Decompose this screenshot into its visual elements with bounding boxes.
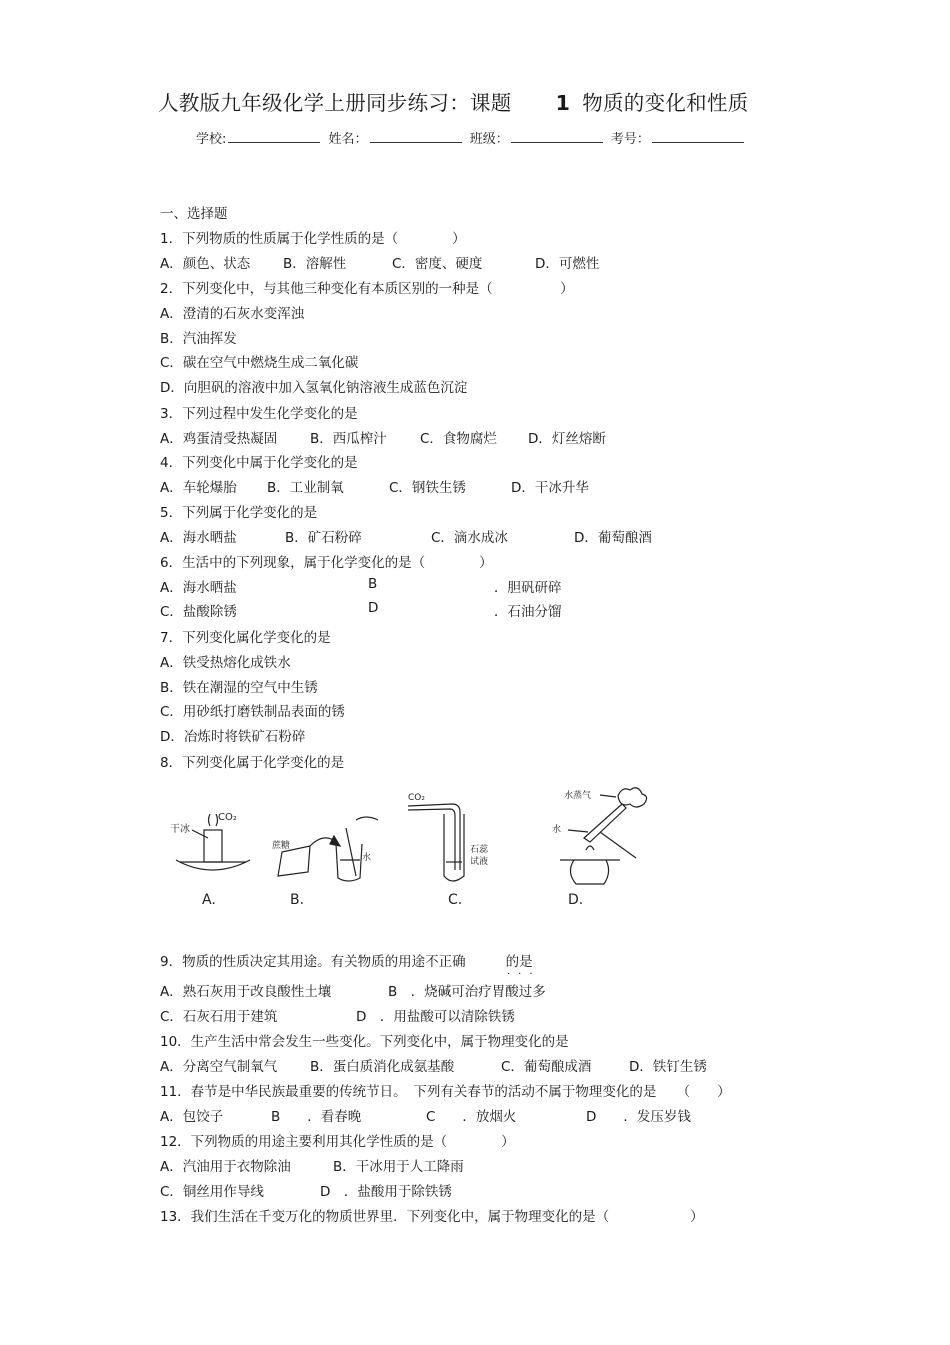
svg-text:CO₂: CO₂	[408, 793, 425, 803]
question-5-stem: 5．下列属于化学变化的是	[160, 505, 318, 521]
question-12-stem: 12．下列物质的用途主要利用其化学性质的是（ ）	[160, 1134, 515, 1150]
svg-text:水: 水	[362, 853, 372, 863]
student-info-line: 学校: 姓名： 班级： 考号：	[196, 128, 748, 147]
question-6-stem: 6．生活中的下列现象，属于化学变化的是（ ）	[160, 555, 493, 571]
question-11-stem: 11．春节是中华民族最重要的传统节日。 下列有关春节的活动不属于物理变化的是 （ ）	[160, 1084, 731, 1100]
exam-number-blank	[652, 130, 744, 143]
question-10-stem: 10．生产生活中常会发生一些变化。下列变化中，属于物理变化的是	[160, 1034, 569, 1050]
question-7-option-d: D．冶炼时将铁矿石粉碎	[160, 729, 306, 745]
question-3-stem: 3．下列过程中发生化学变化的是	[160, 406, 358, 422]
school-blank	[228, 130, 320, 143]
svg-text:水蒸气: 水蒸气	[564, 791, 592, 801]
figure-c-co2-litmus	[408, 793, 489, 908]
question-7-option-c: C．用砂纸打磨铁制品表面的锈	[160, 704, 345, 720]
question-13-stem: 13．我们生活在千变万化的物质世界里．下列变化中，属于物理变化的是（ ）	[160, 1209, 704, 1225]
question-2-option-c: C．碳在空气中燃烧生成二氧化碳	[160, 355, 359, 371]
svg-text:D.: D.	[568, 892, 584, 908]
emphasis-dots: ...	[507, 966, 541, 977]
question-7-stem: 7．下列变化属化学变化的是	[160, 630, 331, 646]
svg-text:A.: A.	[202, 892, 216, 908]
question-8-stem: 8．下列变化属于化学变化的是	[160, 755, 345, 771]
question-8-figure	[160, 780, 660, 910]
question-2-stem: 2．下列变化中，与其他三种变化有本质区别的一种是（ ）	[160, 281, 574, 297]
page-title: 人教版九年级化学上册同步练习：课题 1 物质的变化和性质	[158, 91, 749, 115]
svg-text:干冰: 干冰	[170, 824, 190, 835]
svg-text:C.: C.	[448, 892, 463, 908]
svg-text:水: 水	[552, 825, 562, 835]
question-2-option-d: D．向胆矾的溶液中加入氢氧化钠溶液生成蓝色沉淀	[160, 380, 468, 396]
class-blank	[511, 130, 603, 143]
svg-text:CO₂: CO₂	[218, 812, 237, 823]
question-7-option-b: B．铁在潮湿的空气中生锈	[160, 680, 318, 696]
svg-text:石蕊: 石蕊	[470, 845, 489, 855]
svg-text:试液: 试液	[470, 857, 489, 867]
question-2-option-a: A．澄清的石灰水变浑浊	[160, 306, 305, 322]
figure-b-sugar-dissolving	[272, 817, 378, 908]
figure-a-dry-ice	[170, 812, 250, 908]
name-blank	[370, 130, 462, 143]
question-4-stem: 4．下列变化中属于化学变化的是	[160, 455, 358, 471]
svg-text:B.: B.	[290, 892, 305, 908]
section-heading: 一、选择题	[160, 206, 228, 222]
question-9-stem: 9．物质的性质决定其用途。有关物质的用途不正确 的是	[160, 954, 533, 970]
question-2-option-b: B．汽油挥发	[160, 331, 237, 347]
figure-d-boiling-water	[552, 788, 647, 908]
svg-text:蔗糖: 蔗糖	[272, 841, 291, 851]
question-7-option-a: A．铁受热熔化成铁水	[160, 655, 291, 671]
question-1-stem: 1．下列物质的性质属于化学性质的是（ ）	[160, 231, 466, 247]
